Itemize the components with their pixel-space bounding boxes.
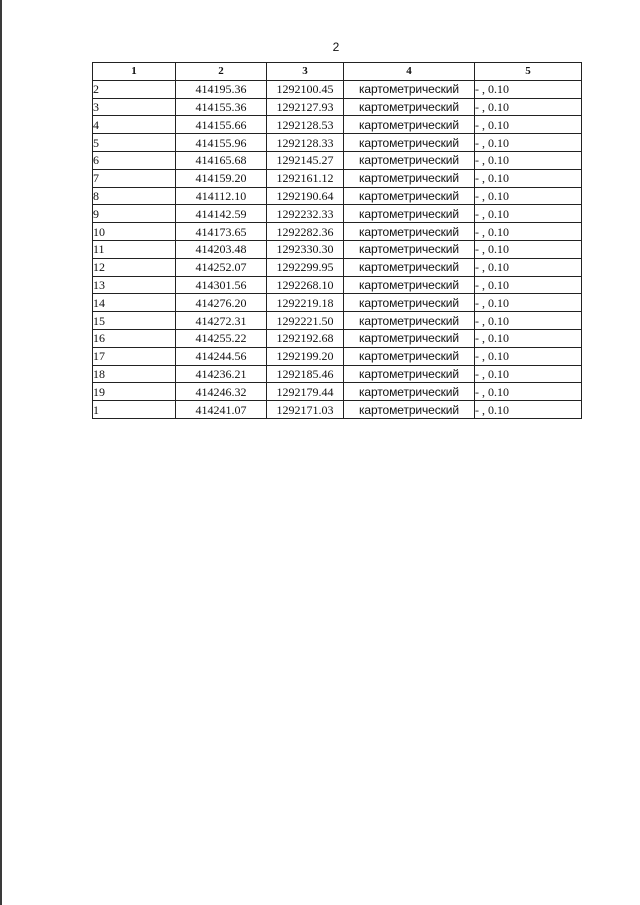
cell-accuracy: - , 0.10 [475, 401, 582, 419]
header-col-1: 1 [93, 63, 176, 81]
cell-accuracy: - , 0.10 [475, 116, 582, 134]
table-row [93, 116, 582, 134]
cell-point-number: 10 [93, 223, 176, 241]
cell-point-number: 18 [93, 365, 176, 383]
header-col-5: 5 [475, 63, 582, 81]
cell-point-number: 2 [93, 80, 176, 98]
cell-y-coordinate: 1292199.20 [267, 347, 344, 365]
cell-y-coordinate: 1292128.53 [267, 116, 344, 134]
table-row [93, 223, 582, 241]
table-row [93, 151, 582, 169]
cell-y-coordinate: 1292128.33 [267, 134, 344, 152]
cell-method: картометрический [344, 240, 475, 258]
cell-x-coordinate: 414155.96 [176, 134, 267, 152]
cell-x-coordinate: 414244.56 [176, 347, 267, 365]
cell-y-coordinate: 1292185.46 [267, 365, 344, 383]
cell-point-number: 9 [93, 205, 176, 223]
cell-y-coordinate: 1292179.44 [267, 383, 344, 401]
table-row [93, 365, 582, 383]
cell-point-number: 7 [93, 169, 176, 187]
cell-y-coordinate: 1292161.12 [267, 169, 344, 187]
header-row [93, 63, 582, 81]
cell-method: картометрический [344, 258, 475, 276]
cell-point-number: 19 [93, 383, 176, 401]
table-row [93, 258, 582, 276]
cell-method: картометрический [344, 365, 475, 383]
table-row [93, 240, 582, 258]
cell-accuracy: - , 0.10 [475, 294, 582, 312]
cell-method: картометрический [344, 205, 475, 223]
table-row [93, 276, 582, 294]
header-col-4: 4 [344, 63, 475, 81]
cell-y-coordinate: 1292171.03 [267, 401, 344, 419]
cell-y-coordinate: 1292190.64 [267, 187, 344, 205]
cell-y-coordinate: 1292268.10 [267, 276, 344, 294]
table-row [93, 383, 582, 401]
cell-point-number: 6 [93, 151, 176, 169]
cell-x-coordinate: 414142.59 [176, 205, 267, 223]
cell-point-number: 5 [93, 134, 176, 152]
cell-x-coordinate: 414203.48 [176, 240, 267, 258]
cell-x-coordinate: 414241.07 [176, 401, 267, 419]
cell-x-coordinate: 414155.36 [176, 98, 267, 116]
cell-x-coordinate: 414246.32 [176, 383, 267, 401]
cell-method: картометрический [344, 80, 475, 98]
table-row [93, 329, 582, 347]
cell-accuracy: - , 0.10 [475, 347, 582, 365]
cell-point-number: 16 [93, 329, 176, 347]
cell-point-number: 1 [93, 401, 176, 419]
cell-accuracy: - , 0.10 [475, 258, 582, 276]
table-row [93, 80, 582, 98]
cell-accuracy: - , 0.10 [475, 205, 582, 223]
table-row [93, 98, 582, 116]
cell-accuracy: - , 0.10 [475, 98, 582, 116]
table-row [93, 401, 582, 419]
cell-method: картометрический [344, 151, 475, 169]
cell-y-coordinate: 1292232.33 [267, 205, 344, 223]
cell-accuracy: - , 0.10 [475, 329, 582, 347]
header-col-2: 2 [176, 63, 267, 81]
table-row [93, 187, 582, 205]
cell-y-coordinate: 1292330.30 [267, 240, 344, 258]
cell-x-coordinate: 414236.21 [176, 365, 267, 383]
cell-point-number: 17 [93, 347, 176, 365]
cell-x-coordinate: 414301.56 [176, 276, 267, 294]
table-body [93, 80, 582, 418]
cell-x-coordinate: 414165.68 [176, 151, 267, 169]
cell-method: картометрический [344, 401, 475, 419]
cell-accuracy: - , 0.10 [475, 383, 582, 401]
table-row [93, 134, 582, 152]
cell-x-coordinate: 414173.65 [176, 223, 267, 241]
cell-method: картометрический [344, 187, 475, 205]
cell-y-coordinate: 1292192.68 [267, 329, 344, 347]
cell-point-number: 12 [93, 258, 176, 276]
cell-x-coordinate: 414155.66 [176, 116, 267, 134]
cell-point-number: 13 [93, 276, 176, 294]
page-number: 2 [332, 40, 340, 54]
cell-accuracy: - , 0.10 [475, 240, 582, 258]
cell-method: картометрический [344, 347, 475, 365]
table-header [93, 63, 582, 81]
cell-x-coordinate: 414276.20 [176, 294, 267, 312]
header-col-3: 3 [267, 63, 344, 81]
cell-method: картометрический [344, 294, 475, 312]
cell-y-coordinate: 1292219.18 [267, 294, 344, 312]
cell-method: картометрический [344, 276, 475, 294]
cell-point-number: 15 [93, 312, 176, 330]
cell-method: картометрический [344, 312, 475, 330]
cell-point-number: 14 [93, 294, 176, 312]
cell-method: картометрический [344, 134, 475, 152]
cell-method: картометрический [344, 98, 475, 116]
cell-x-coordinate: 414195.36 [176, 80, 267, 98]
cell-accuracy: - , 0.10 [475, 151, 582, 169]
cell-accuracy: - , 0.10 [475, 365, 582, 383]
cell-y-coordinate: 1292127.93 [267, 98, 344, 116]
cell-method: картометрический [344, 116, 475, 134]
table-row [93, 312, 582, 330]
cell-x-coordinate: 414112.10 [176, 187, 267, 205]
cell-accuracy: - , 0.10 [475, 187, 582, 205]
cell-accuracy: - , 0.10 [475, 276, 582, 294]
cell-accuracy: - , 0.10 [475, 169, 582, 187]
scan-left-edge [0, 0, 2, 905]
cell-point-number: 11 [93, 240, 176, 258]
cell-point-number: 3 [93, 98, 176, 116]
cell-x-coordinate: 414255.22 [176, 329, 267, 347]
cell-y-coordinate: 1292282.36 [267, 223, 344, 241]
cell-y-coordinate: 1292221.50 [267, 312, 344, 330]
table-row [93, 205, 582, 223]
cell-x-coordinate: 414272.31 [176, 312, 267, 330]
cell-method: картометрический [344, 169, 475, 187]
cell-y-coordinate: 1292299.95 [267, 258, 344, 276]
cell-accuracy: - , 0.10 [475, 223, 582, 241]
table-row [93, 347, 582, 365]
cell-x-coordinate: 414252.07 [176, 258, 267, 276]
cell-accuracy: - , 0.10 [475, 312, 582, 330]
table-row [93, 169, 582, 187]
cell-x-coordinate: 414159.20 [176, 169, 267, 187]
cell-method: картометрический [344, 329, 475, 347]
cell-y-coordinate: 1292145.27 [267, 151, 344, 169]
table-row [93, 294, 582, 312]
cell-accuracy: - , 0.10 [475, 134, 582, 152]
cell-accuracy: - , 0.10 [475, 80, 582, 98]
cell-y-coordinate: 1292100.45 [267, 80, 344, 98]
cell-method: картометрический [344, 383, 475, 401]
cell-point-number: 8 [93, 187, 176, 205]
cell-method: картометрический [344, 223, 475, 241]
cell-point-number: 4 [93, 116, 176, 134]
coordinates-table [92, 62, 582, 419]
